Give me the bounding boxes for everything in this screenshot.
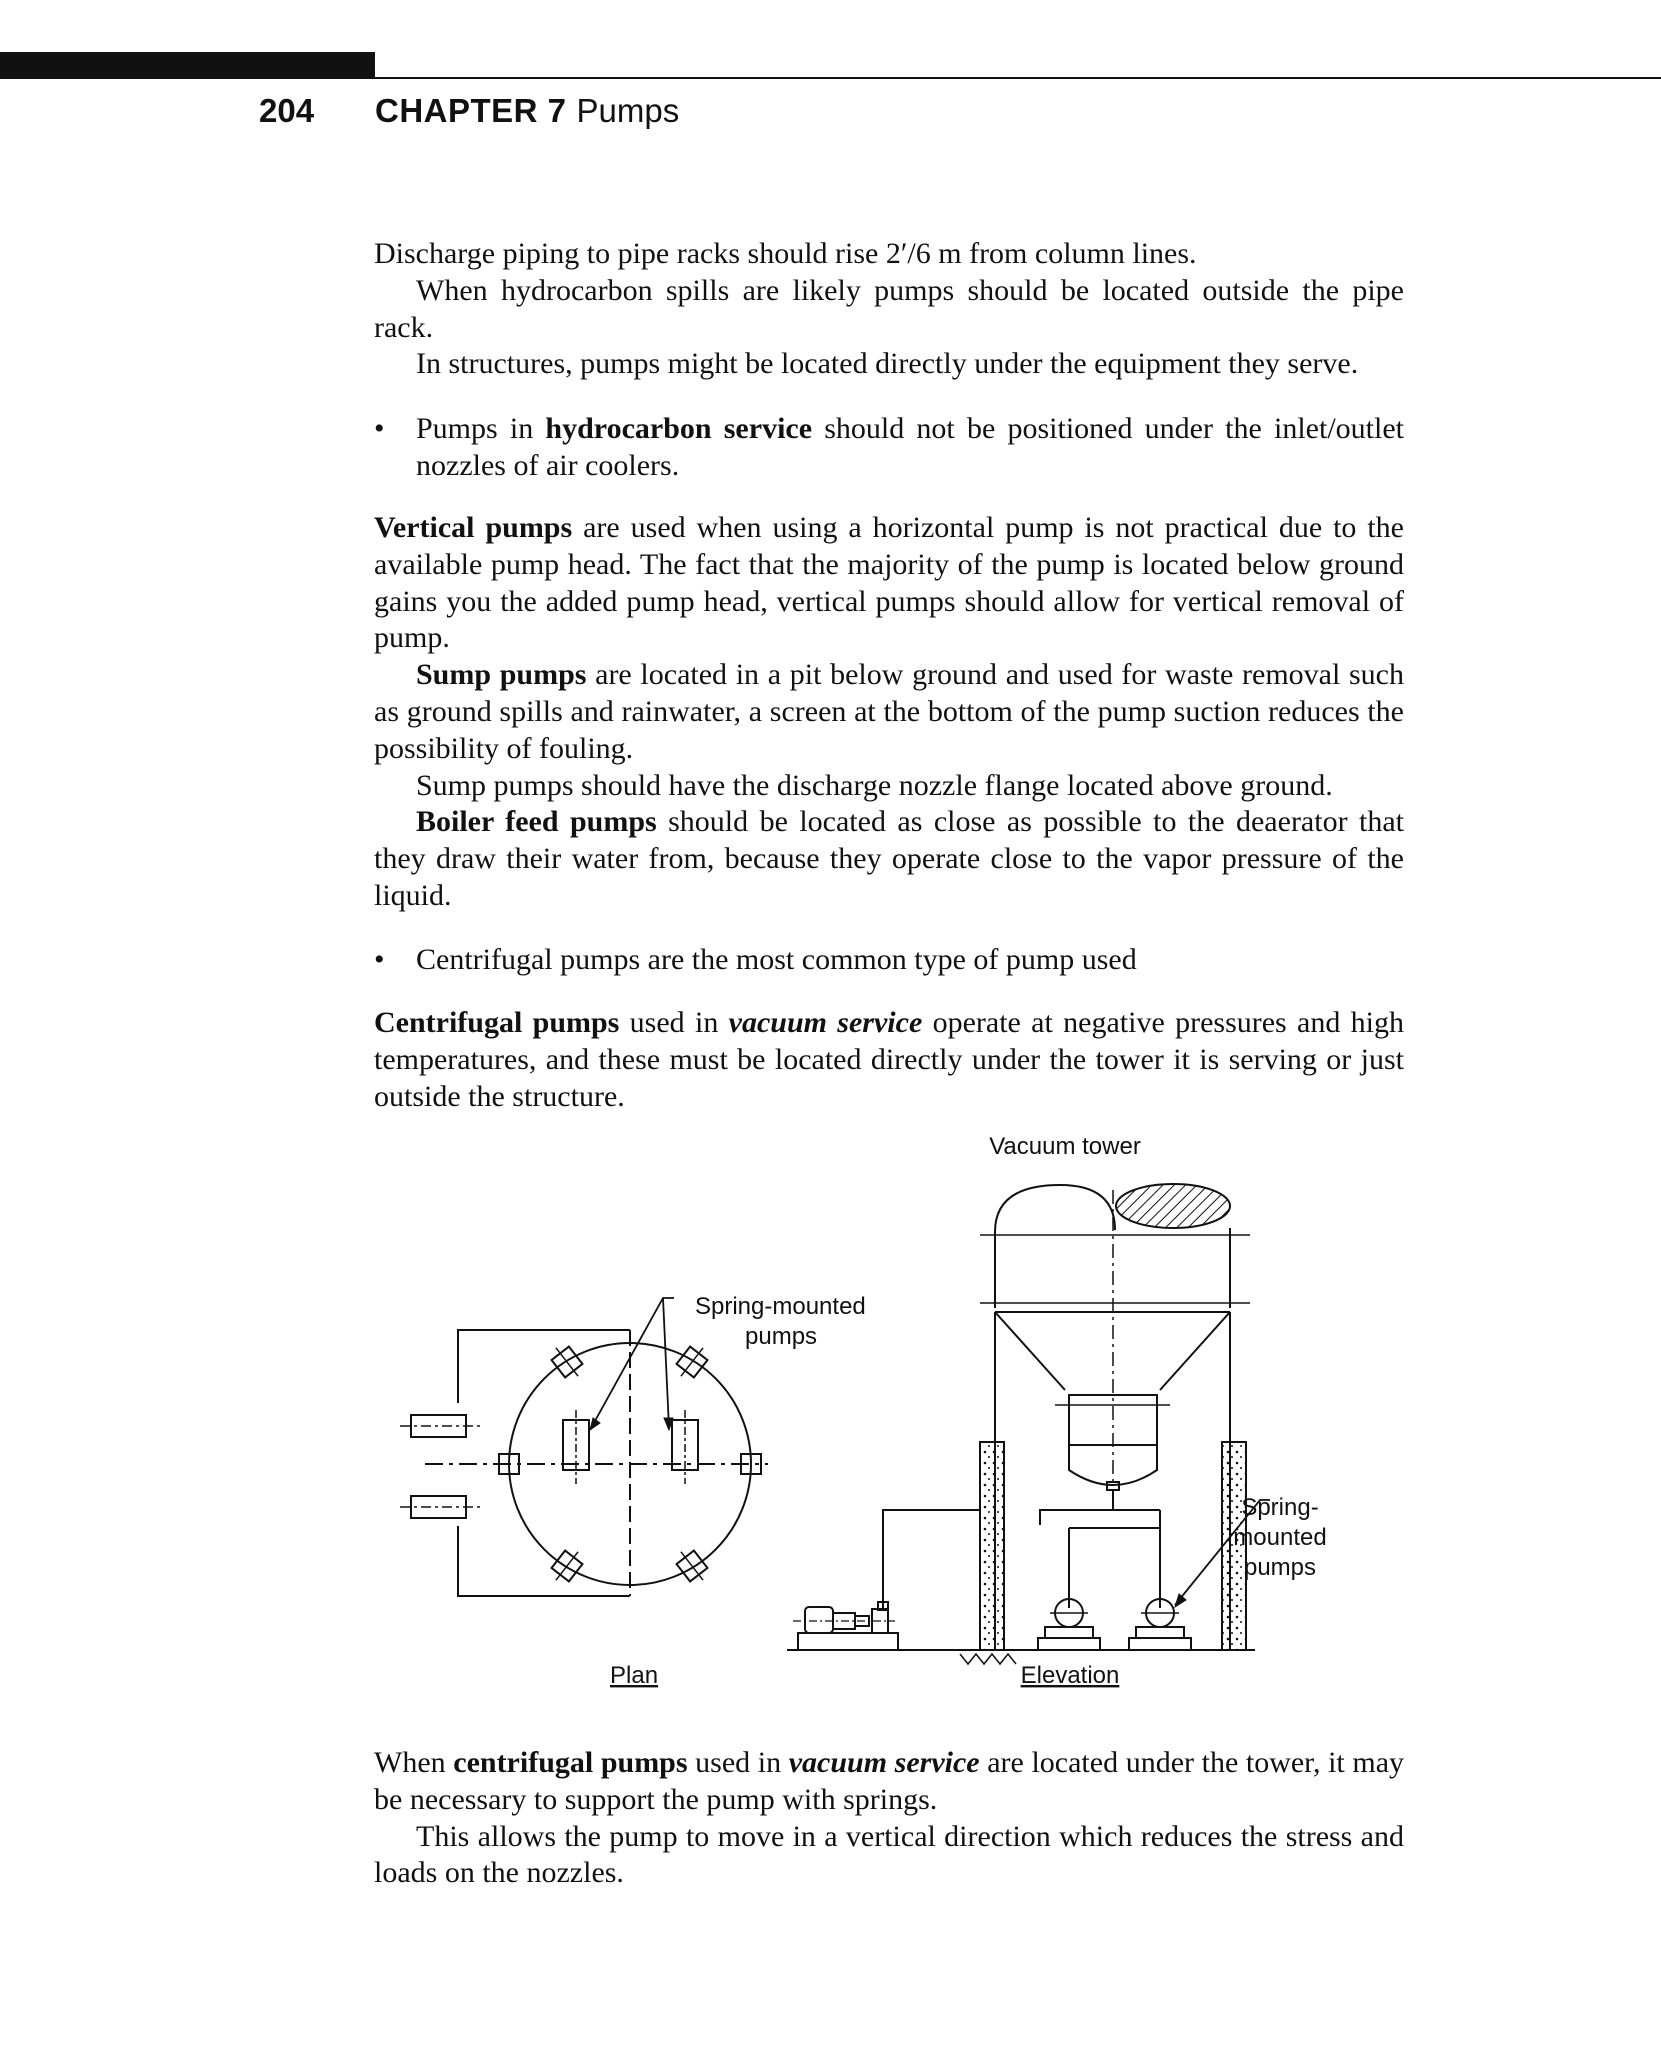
concrete-column-left xyxy=(980,1442,1004,1650)
bullet-symbol: • xyxy=(374,943,385,976)
plan-spring-label-line2: pumps xyxy=(745,1323,818,1350)
bullet-symbol: • xyxy=(374,412,385,445)
plan-frame-top xyxy=(458,1330,630,1403)
plan-leader-right xyxy=(663,1298,669,1428)
paragraph-sump-flange: Sump pumps should have the discharge nozzle flange located above ground. xyxy=(416,768,1333,802)
tower-cone-left xyxy=(995,1312,1065,1390)
text-block-3 xyxy=(374,1005,1404,1115)
vacuum-tower-label: Vacuum tower xyxy=(989,1133,1141,1160)
elevation-caption: Elevation xyxy=(1020,1662,1120,1689)
pipe-header xyxy=(1040,1510,1113,1525)
text-block-1 xyxy=(374,236,1404,383)
plan-spring-label-line1: Spring-mounted xyxy=(695,1293,866,1320)
tower-head-hatched xyxy=(1116,1184,1230,1228)
chapter-heading xyxy=(375,92,679,130)
header-rule xyxy=(375,77,1661,79)
paragraph-discharge-piping: Discharge piping to pipe racks should rise 2′/6 m from column lines. xyxy=(374,237,1197,270)
plan-lug-top-right xyxy=(672,1341,712,1383)
elevation-spring-label-line3: pumps xyxy=(1243,1554,1317,1581)
plan-view xyxy=(400,1293,866,1689)
paragraph-centrifugal-vacuum: Centrifugal pumps used in vacuum service operate at negative pressures and high temperatures, and these must be located directly under the tower it is serving or just outside the structure. xyxy=(374,1006,1405,1113)
plan-lug-bottom-left xyxy=(547,1545,587,1587)
tower-cone-right xyxy=(1160,1312,1230,1390)
tower-head-left xyxy=(995,1185,1115,1232)
ground-hatch xyxy=(960,1654,1016,1664)
paragraph-vertical-movement: This allows the pump to move in a vertical direction which reduces the stress and loads on the nozzles. xyxy=(374,1819,1404,1890)
bold-hydrocarbon-service: hydrocarbon service xyxy=(545,412,813,445)
pump-base-left xyxy=(798,1633,898,1650)
figure-drawing xyxy=(380,1130,1327,1700)
chapter-title: Pumps xyxy=(576,92,680,129)
plan-caption: Plan xyxy=(610,1662,659,1689)
text-block-4 xyxy=(374,1745,1404,1892)
paragraph-vertical-pumps: Vertical pumps are used when using a horizontal pump is not practical due to the available pump head. The fact that the majority of the pump is located below ground gains you the added pump head, vertical pumps should allow for vertical removal of pump. xyxy=(374,511,1404,655)
plan-frame-bottom xyxy=(458,1526,630,1596)
paragraph-boiler-feed: Boiler feed pumps should be located as close as possible to the deaerator that they draw their water from, because they operate close to the vapor pressure of the liquid. xyxy=(374,805,1404,912)
pump-base-right xyxy=(1129,1638,1191,1650)
pump-base-middle xyxy=(1038,1638,1100,1650)
elevation-spring-label-line2: mounted xyxy=(1233,1524,1327,1551)
paragraph-structures: In structures, pumps might be located directly under the equipment they serve. xyxy=(416,347,1359,381)
elevation-view xyxy=(787,1133,1327,1689)
pipe-to-pump-left xyxy=(883,1510,980,1608)
plan-leader-left xyxy=(590,1298,674,1430)
text-block-2 xyxy=(374,510,1404,915)
header-bar xyxy=(0,52,375,79)
pump-motor xyxy=(805,1607,833,1633)
chapter-label: CHAPTER 7 xyxy=(375,92,567,129)
plan-lug-top-left xyxy=(547,1341,587,1383)
plan-lug-bottom-right xyxy=(672,1545,712,1587)
paragraph-sump-pumps: Sump pumps are located in a pit below ground and used for waste removal such as ground spills and rainwater, a screen at the bottom of the pump suction reduces the possibility of fouling. xyxy=(374,658,1404,765)
page-number: 204 xyxy=(259,92,315,129)
paragraph-springs: When centrifugal pumps used in vacuum service are located under the tower, it may be necessary to support the pump with springs. xyxy=(374,1746,1405,1816)
bullet-centrifugal: • Centrifugal pumps are the most common type of pump used xyxy=(374,942,1404,979)
paragraph-hydrocarbon-spills: When hydrocarbon spills are likely pumps should be located outside the pipe rack. xyxy=(374,273,1404,344)
bullet-hydrocarbon: • Pumps in hydrocarbon service should not be positioned under the inlet/outlet nozzles of air coolers. xyxy=(374,412,1404,482)
figure-pump-layout xyxy=(380,1130,1327,1700)
elevation-spring-label-line1: Spring- xyxy=(1241,1494,1319,1521)
